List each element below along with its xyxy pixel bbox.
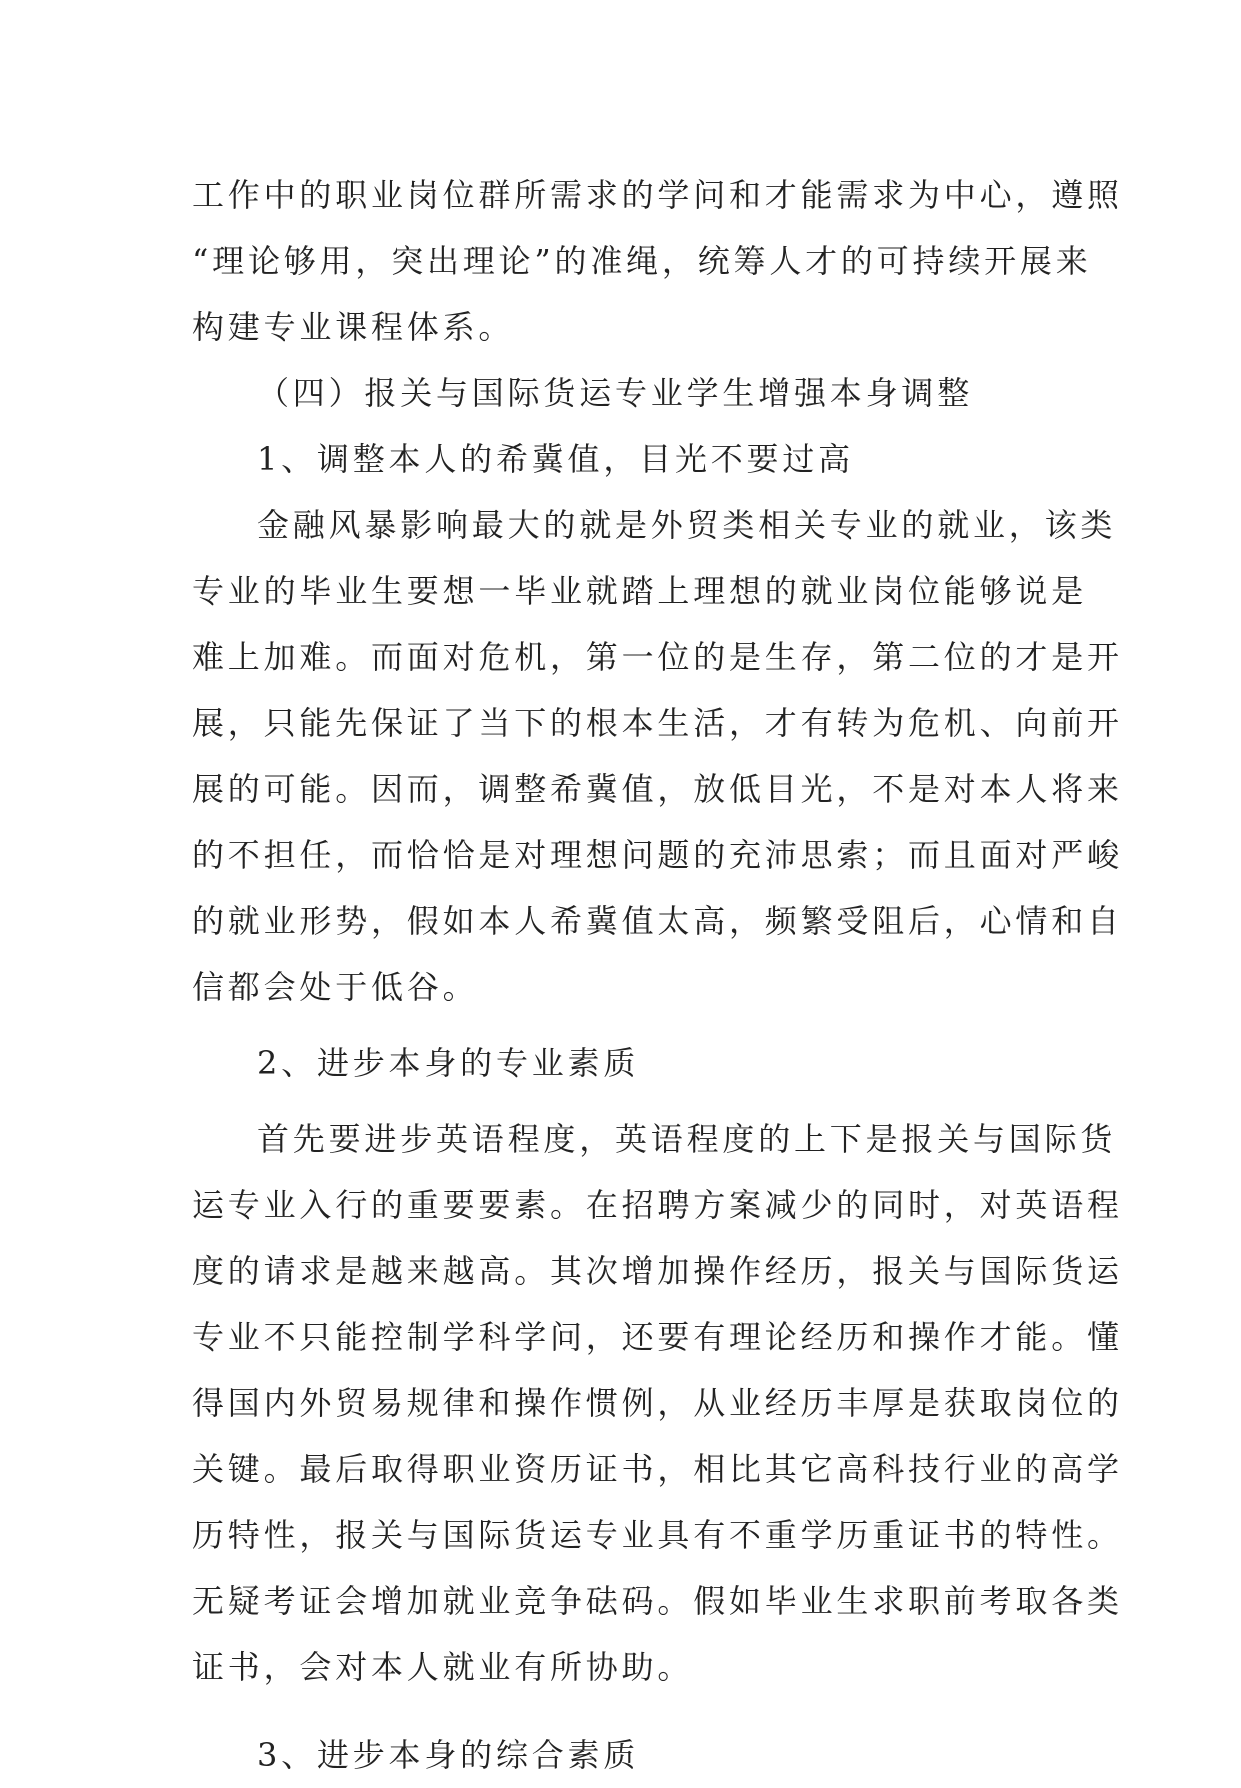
body-text-line: 得国内外贸易规律和操作惯例，从业经历丰厚是获取岗位的 bbox=[192, 1384, 1123, 1422]
body-text-line: 展的可能。因而，调整希冀值，放低目光，不是对本人将来 bbox=[192, 770, 1123, 808]
body-text-line: “理论够用，突出理论”的准绳，统筹人才的可持续开展来 bbox=[192, 242, 1092, 280]
body-text-line: 信都会处于低谷。 bbox=[192, 968, 479, 1006]
body-text-line: 度的请求是越来越高。其次增加操作经历，报关与国际货运 bbox=[192, 1252, 1123, 1290]
paragraph-first-line: 首先要进步英语程度，英语程度的上下是报关与国际货 bbox=[257, 1120, 1117, 1158]
body-text-line: 难上加难。而面对危机，第一位的是生存，第二位的才是开 bbox=[192, 638, 1123, 676]
body-text-line: 历特性，报关与国际货运专业具有不重学历重证书的特性。 bbox=[192, 1516, 1123, 1554]
body-text-line: 关键。最后取得职业资历证书，相比其它高科技行业的高学 bbox=[192, 1450, 1123, 1488]
document-page bbox=[192, 162, 1123, 1788]
paragraph-first-line: 金融风暴影响最大的就是外贸类相关专业的就业，该类 bbox=[257, 506, 1117, 544]
body-text-line: 专业的毕业生要想一毕业就踏上理想的就业岗位能够说是 bbox=[192, 572, 1088, 610]
body-text-line: 展，只能先保证了当下的根本生活，才有转为危机、向前开 bbox=[192, 704, 1123, 742]
body-text-line: 工作中的职业岗位群所需求的学问和才能需求为中心，遵照 bbox=[192, 176, 1123, 214]
subsection-heading: 2、进步本身的专业素质 bbox=[257, 1044, 640, 1082]
section-heading: （四）报关与国际货运专业学生增强本身调整 bbox=[257, 374, 974, 412]
body-text-line: 无疑考证会增加就业竞争砝码。假如毕业生求职前考取各类 bbox=[192, 1582, 1123, 1620]
body-text-line: 证书，会对本人就业有所协助。 bbox=[192, 1648, 694, 1686]
body-text-line: 构建专业课程体系。 bbox=[192, 308, 515, 346]
body-text-line: 运专业入行的重要要素。在招聘方案减少的同时，对英语程 bbox=[192, 1186, 1123, 1224]
subsection-heading: 3、进步本身的综合素质 bbox=[257, 1736, 640, 1774]
body-text-line: 的就业形势，假如本人希冀值太高，频繁受阻后，心情和自 bbox=[192, 902, 1123, 940]
body-text-line: 专业不只能控制学科学问，还要有理论经历和操作才能。懂 bbox=[192, 1318, 1123, 1356]
body-text-line: 的不担任，而恰恰是对理想问题的充沛思索；而且面对严峻 bbox=[192, 836, 1123, 874]
subsection-heading: 1、调整本人的希冀值，目光不要过高 bbox=[257, 440, 854, 478]
